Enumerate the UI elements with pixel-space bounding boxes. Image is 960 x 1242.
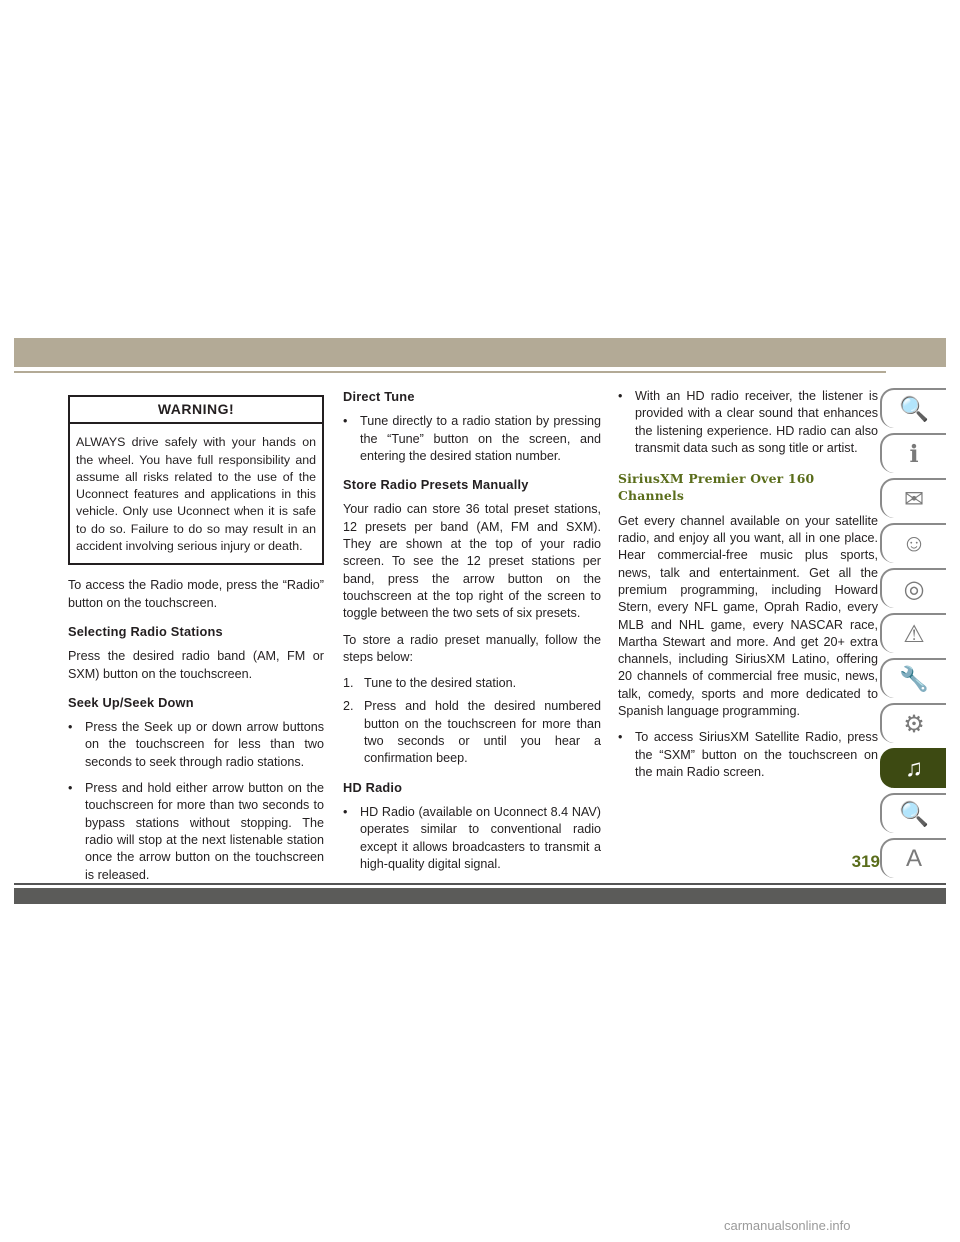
bullet: •: [343, 414, 348, 429]
bullet: •: [618, 389, 623, 403]
hd-radio-list-continued: [618, 388, 878, 457]
service-car-icon: 🔧: [899, 665, 929, 693]
list-item-text: Press and hold either arrow button on the touchscreen for more than two seconds to bypass stations without stopping. The radio will stop at the next listenable station once the arrow button on the touchscreen is released.: [85, 781, 324, 882]
column-right: [618, 388, 878, 790]
step-text: Press and hold the desired numbered button on the touchscreen for more than two seconds or until you hear a confirmation beep.: [364, 699, 601, 766]
footer-rule: [14, 883, 946, 885]
bullet: •: [68, 720, 73, 735]
tab-car-info[interactable]: [880, 433, 946, 473]
list-item: [618, 729, 878, 781]
tab-emergency[interactable]: [880, 613, 946, 653]
heading-direct-tune: Direct Tune: [343, 389, 415, 404]
heading-store-presets: Store Radio Presets Manually: [343, 477, 529, 493]
bullet: •: [68, 781, 73, 796]
warning-body: ALWAYS drive safely with your hands on the wheel. You have full responsibility and assume all risks related to the use of the Uconnect features and applications in this vehicle. Only use Uconnect when it is safe to do so. Failure to do so may result in an accident involving serious injury or death.: [76, 435, 316, 554]
column-left: [68, 388, 324, 893]
list-item: [68, 719, 324, 771]
footer-band: [14, 888, 946, 904]
list-item: [343, 413, 601, 465]
steps-list: [343, 675, 601, 767]
selecting-text: Press the desired radio band (AM, FM or SXM) button on the touchscreen.: [68, 649, 324, 681]
watermark-text: carmanualsonline.info: [724, 1218, 851, 1233]
tab-car-search[interactable]: [880, 388, 946, 428]
bullet: •: [618, 730, 623, 745]
bullet: •: [343, 804, 348, 819]
list-item: [618, 388, 878, 457]
page-number: 319: [851, 852, 880, 871]
header-band: [14, 338, 946, 367]
tab-driving[interactable]: [880, 568, 946, 608]
step-text: Tune to the desired station.: [364, 676, 517, 691]
tab-warning-lights[interactable]: [880, 478, 946, 518]
list-item-text: To access SiriusXM Satellite Radio, press the “SXM” button on the touchscreen on the main Radio screen.: [635, 730, 878, 779]
tab-specifications[interactable]: [880, 703, 946, 743]
header-rule: [14, 371, 886, 373]
index-icon: A: [905, 845, 922, 872]
heading-hd-radio: HD Radio: [343, 779, 403, 795]
car-search-icon: 🔍: [899, 395, 929, 423]
tab-multimedia[interactable]: [880, 748, 946, 788]
direct-tune-list: [343, 413, 601, 465]
warning-box: [68, 395, 324, 565]
tab-service[interactable]: [880, 658, 946, 698]
list-item-text: HD Radio (available on Uconnect 8.4 NAV) operates similar to conventional radio except it allows broadcasters to transmit a high-quality digital signal.: [360, 804, 601, 871]
step-number: 2.: [343, 699, 354, 714]
car-info-icon: ℹ: [909, 440, 919, 468]
list-item-text: Press the Seek up or down arrow buttons on the touchscreen for less than two seconds to seek through radio stations.: [85, 720, 324, 769]
list-item-text: With an HD radio receiver, the listener is provided with a clear sound that enhances the listening experience. HD radio can also transmit data such as song title or artist.: [635, 389, 878, 455]
heading-seek-up-down: Seek Up/Seek Down: [68, 694, 194, 710]
multimedia-icon: ♫: [905, 755, 923, 782]
warning-title: WARNING!: [70, 397, 322, 424]
safety-restraint-icon: ☺: [901, 530, 927, 557]
steering-wheel-icon: ◎: [903, 575, 925, 603]
presets-steps-intro: To store a radio preset manually, follow the steps below:: [343, 632, 601, 664]
siriusxm-text: Get every channel available on your satellite radio, and enjoy all you want, all in one place. Hear commercial-free music plus sports, news, talk and entertainment. Get all the premium programming, including Howard Stern, every NFL game, Oprah Radio, every MLB and NHL game, every NASCAR race, Martha Stewart and more. And get 20+ extra channels, including SiriusXM Latino, offering 20 channels of commercial free music, news, talk, comedy, sports and more dedicated to Spanish language programming.: [618, 513, 878, 719]
list-item: [343, 804, 601, 873]
chapter-tabs: [880, 388, 946, 883]
column-middle: [343, 388, 601, 882]
step-number: 1.: [343, 676, 354, 691]
specifications-icon: ⚙: [903, 710, 925, 738]
list-item: [68, 780, 324, 884]
emergency-triangle-icon: ⚠: [903, 620, 925, 648]
tab-safety[interactable]: [880, 523, 946, 563]
search-icon: 🔍: [899, 800, 929, 828]
tab-index[interactable]: [880, 838, 946, 878]
step-item: [343, 698, 601, 767]
warning-lights-icon: ✉: [903, 485, 925, 513]
radio-intro-text: To access the Radio mode, press the “Radio” button on the touchscreen.: [68, 578, 324, 610]
heading-siriusxm: SiriusXM Premier Over 160 Channels: [618, 471, 815, 504]
seek-list: [68, 719, 324, 884]
tab-search[interactable]: [880, 793, 946, 833]
presets-text: Your radio can store 36 total preset stations, 12 presets per band (AM, FM and SXM). They are shown at the top of your radio screen. To see the 12 preset stations per band, press the arrow button on the touchscreen at the top right of the screen to toggle between the two sets of six presets.: [343, 502, 601, 621]
list-item-text: Tune directly to a radio station by pressing the “Tune” button on the screen, and entering the desired station number.: [360, 414, 601, 463]
heading-selecting-radio-stations: Selecting Radio Stations: [68, 623, 223, 639]
hd-radio-list: [343, 804, 601, 873]
siriusxm-list: [618, 729, 878, 781]
step-item: [343, 675, 601, 692]
